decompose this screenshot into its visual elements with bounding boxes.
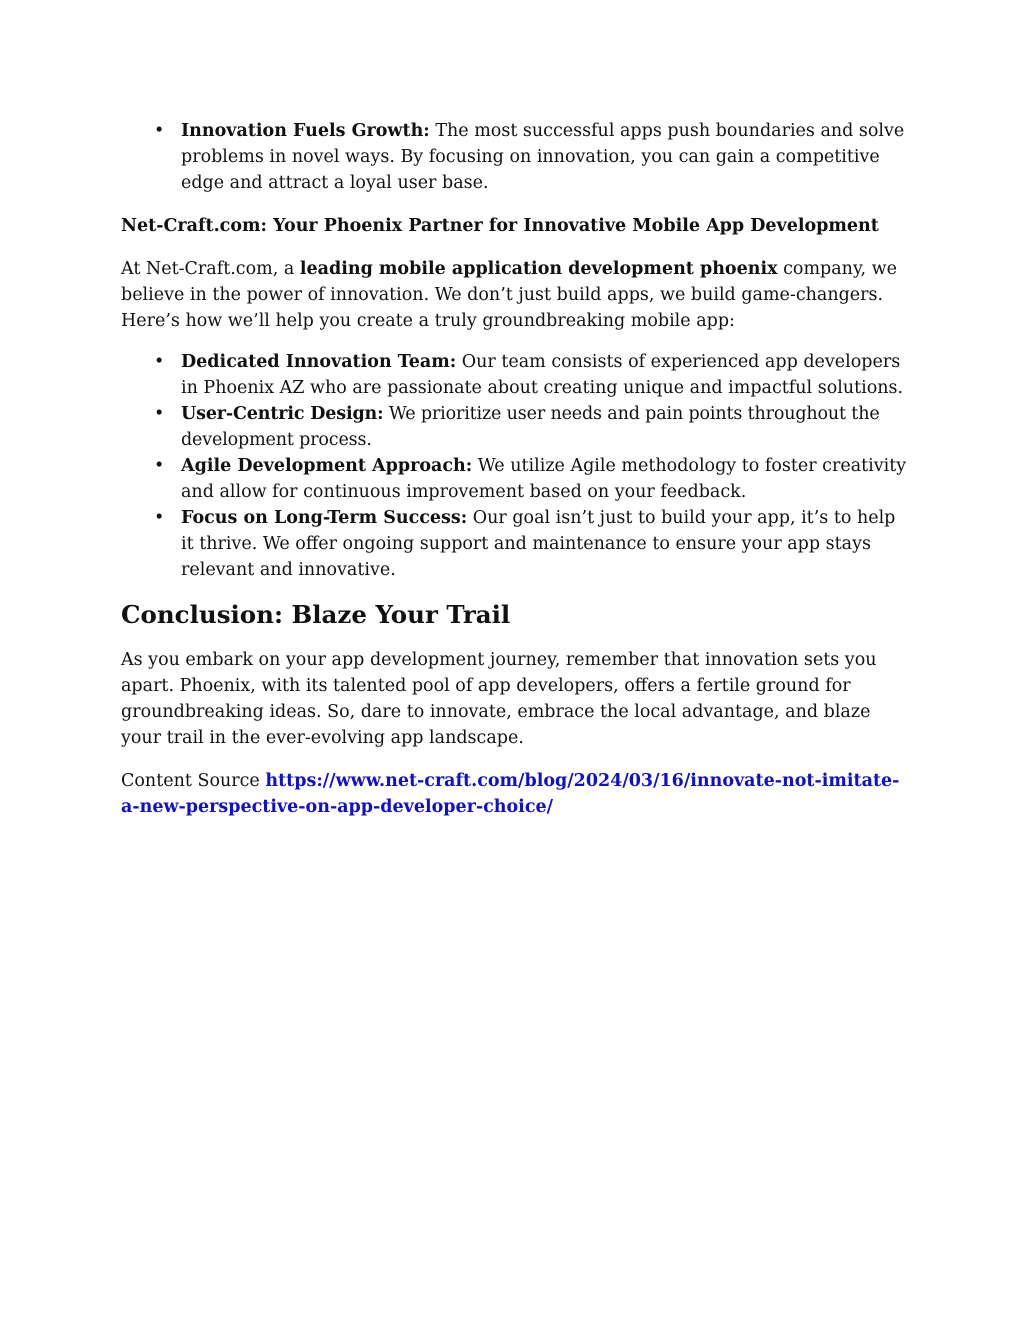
paragraph-text: company, we believe in the power of innovation. We don’t just build apps, we build game-changers. Here’s how we’ll help you create a truly groundbreaking mobile app:: [121, 259, 897, 331]
bullet-icon: •: [154, 121, 165, 141]
list-item-text: Our goal isn’t just to build your app, it’s to help it thrive. We offer ongoing support and maintenance to ensure your app stays relevant and innovative.: [181, 508, 896, 580]
paragraph-bold-text: leading mobile application development phoenix: [299, 259, 778, 279]
list-item-title: Dedicated Innovation Team:: [181, 352, 457, 372]
document-page: [121, 118, 911, 820]
content-source: [121, 768, 911, 820]
list-item-title: Innovation Fuels Growth:: [181, 121, 430, 141]
list-item-text: We prioritize user needs and pain points throughout the development process.: [181, 404, 880, 450]
list-item-text: We utilize Agile methodology to foster creativity and allow for continuous improvement based on your feedback.: [181, 456, 907, 502]
list-item: [154, 453, 911, 505]
bullet-icon: •: [154, 404, 165, 424]
content-source-label: Content Source: [121, 771, 266, 791]
section-heading: Net-Craft.com: Your Phoenix Partner for Innovative Mobile App Development: [121, 216, 879, 236]
paragraph-text: At Net-Craft.com, a: [121, 259, 300, 279]
list-item: [154, 505, 911, 583]
list-item: [154, 401, 911, 453]
list-item: [154, 349, 911, 401]
list-item-text: The most successful apps push boundaries and solve problems in novel ways. By focusing on innovation, you can gain a competitive edge and attract a loyal user base.: [181, 121, 905, 193]
list-item: [154, 118, 911, 196]
list-item-title: User-Centric Design:: [181, 404, 384, 424]
bullet-icon: •: [154, 352, 165, 372]
intro-list: [121, 118, 911, 196]
conclusion-heading: Conclusion: Blaze Your Trail: [121, 600, 511, 629]
bullet-icon: •: [154, 456, 165, 476]
list-item-title: Focus on Long-Term Success:: [181, 508, 468, 528]
conclusion-paragraph: As you embark on your app development journey, remember that innovation sets you apart. Phoenix, with its talented pool of app developers, offers a fertile ground for groundbreaking ideas. So, dare to innovate, embrace the local advantage, and blaze your trail in the ever-evolving app landscape.: [121, 650, 877, 748]
content-source-link[interactable]: https://www.net-craft.com/blog/2024/03/16/innovate-not-imitate-a-new-perspective-on-app-developer-choice/: [121, 771, 900, 817]
bullet-icon: •: [154, 508, 165, 528]
list-item-text: Our team consists of experienced app developers in Phoenix AZ who are passionate about creating unique and impactful solutions.: [181, 352, 904, 398]
services-list: [121, 349, 911, 583]
partner-paragraph: [121, 256, 911, 334]
list-item-title: Agile Development Approach:: [181, 456, 473, 476]
